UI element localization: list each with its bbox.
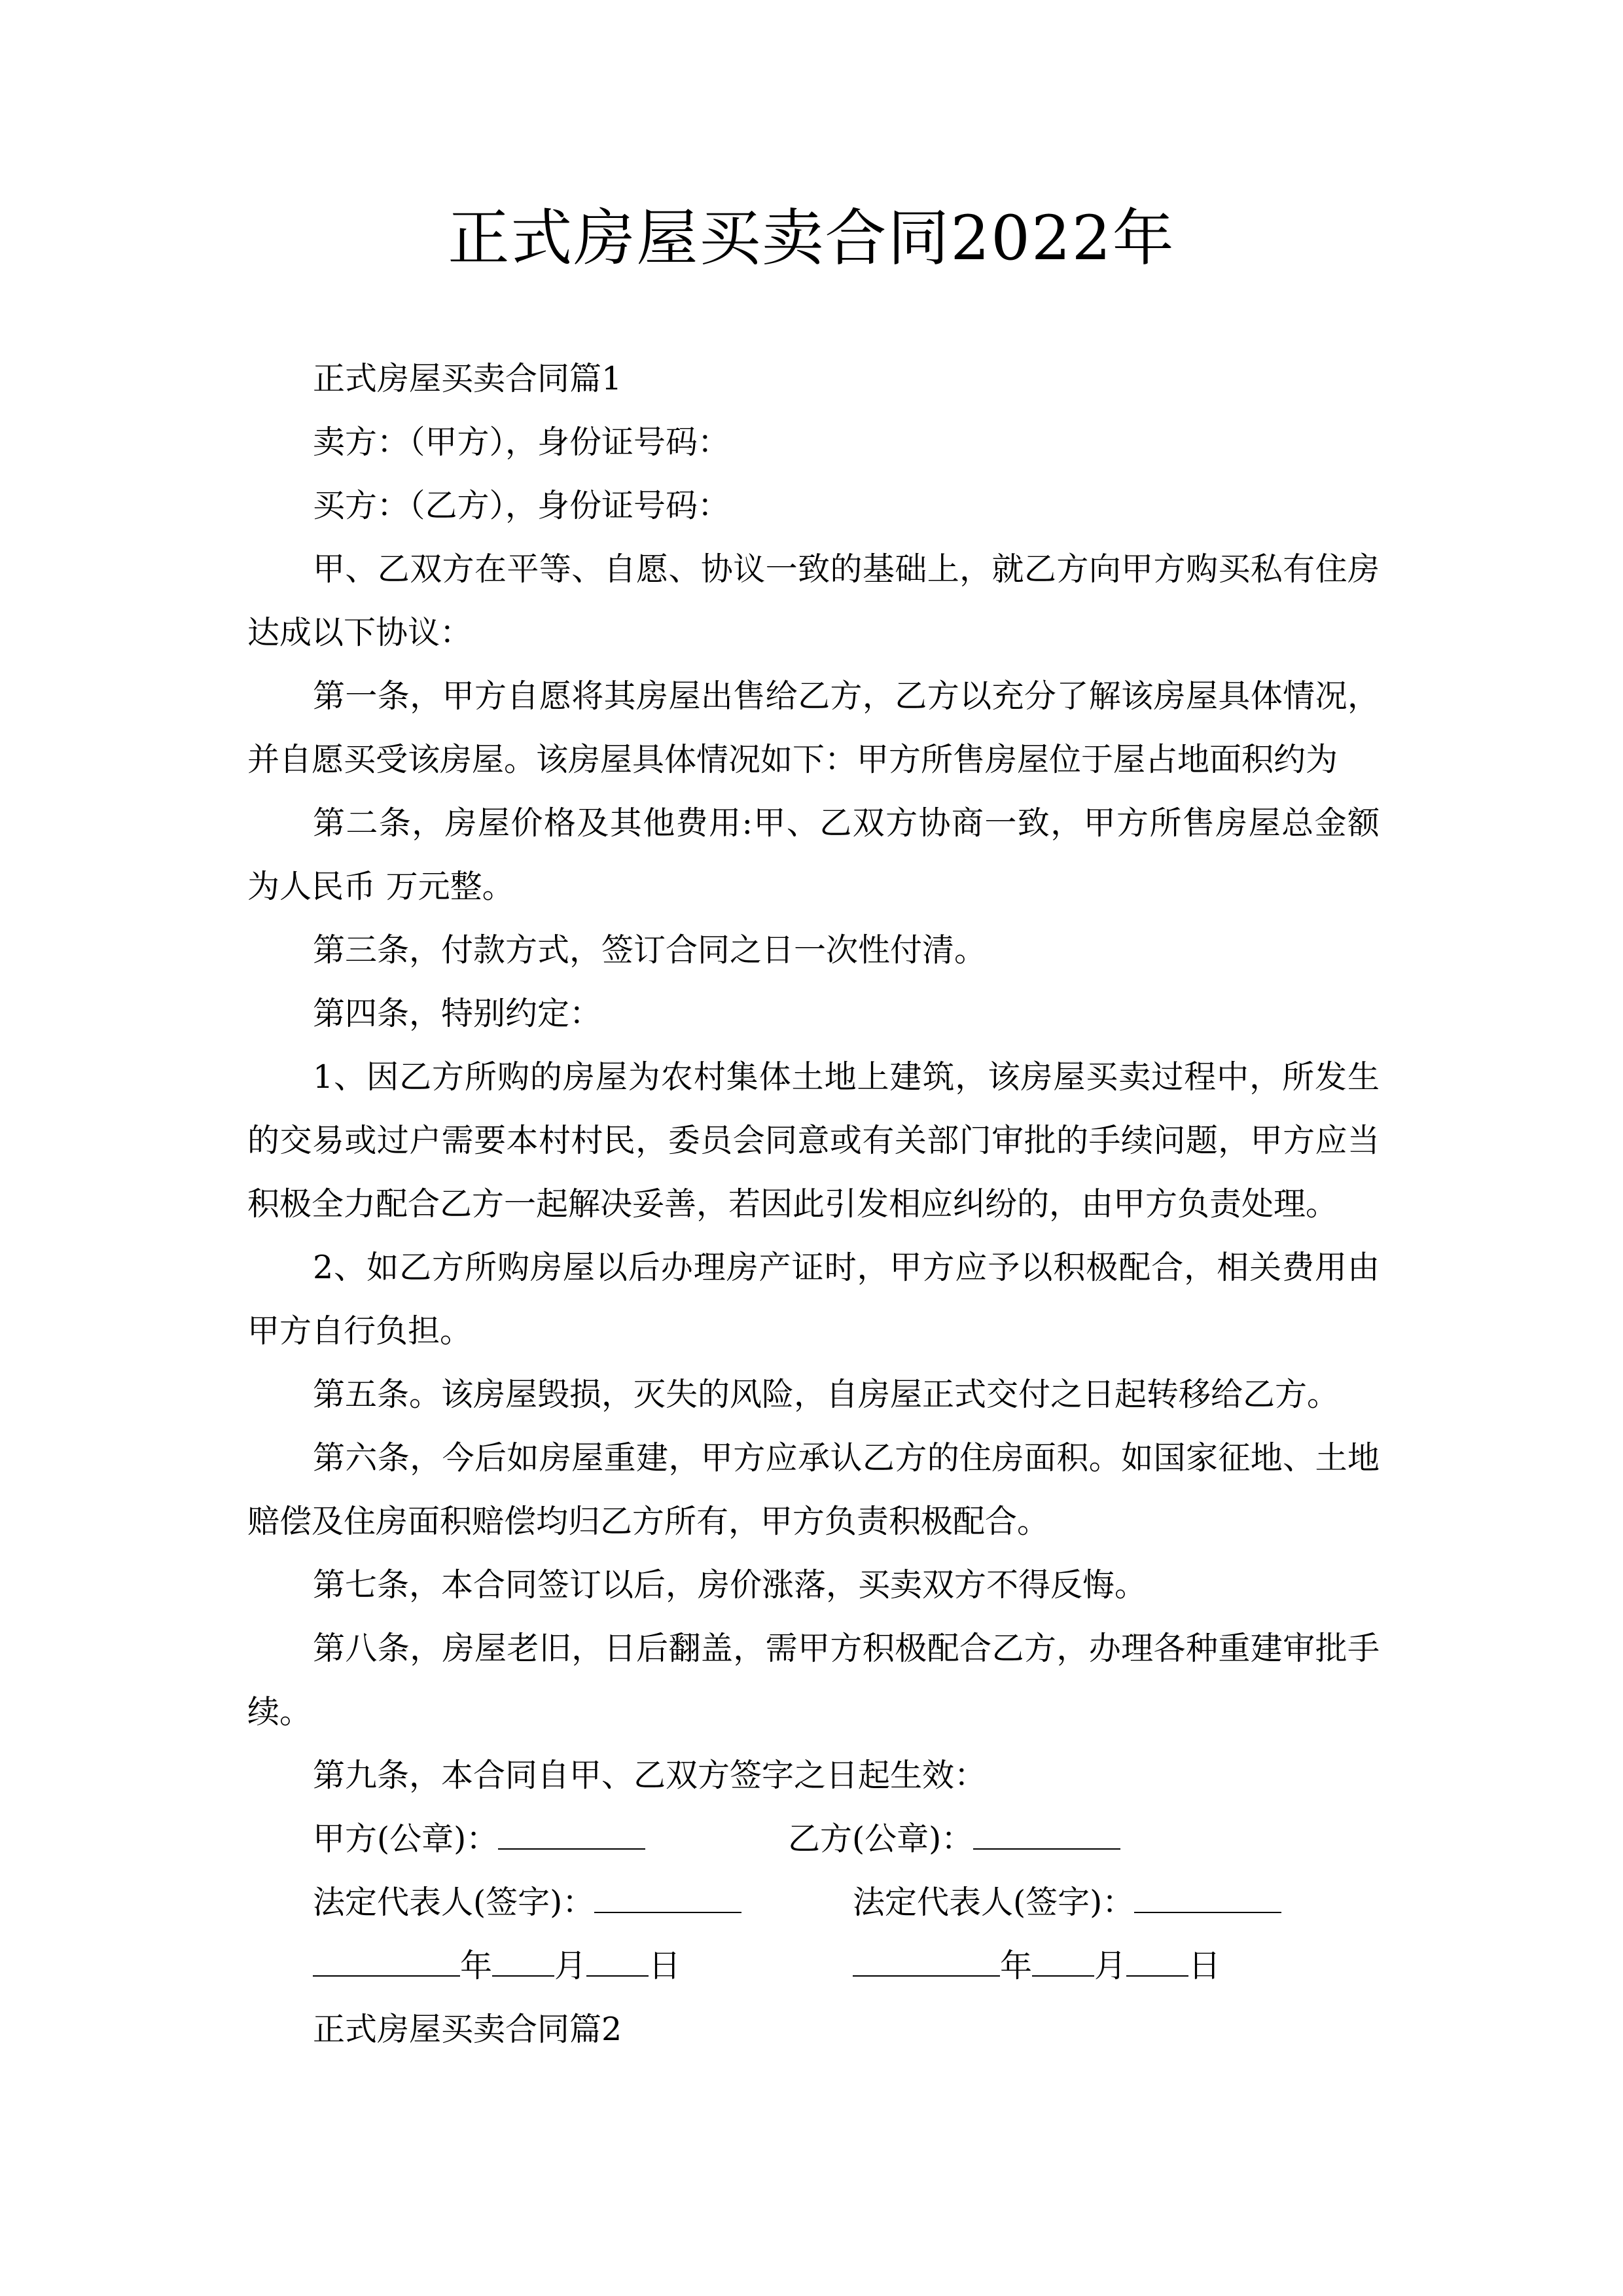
article-4-clause-2: 2、如乙方所购房屋以后办理房产证时，甲方应予以积极配合，相关费用由甲方自行负担。: [247, 1249, 1380, 1350]
date-b-year-label: 年: [1000, 1947, 1033, 1984]
date-a: [313, 1934, 681, 1998]
date-a-year-label: 年: [460, 1947, 493, 1984]
article-4-clause-1: 1、因乙方所购的房屋为农村集体土地上建筑，该房屋买卖过程中，所发生的交易或过户需要本村村民，委员会同意或有关部门审批的手续问题，甲方应当积极全力配合乙方一起解决妥善，若因此引发相应纠纷的，由甲方负责处理。: [247, 1058, 1380, 1223]
date-b-month-blank[interactable]: [1032, 1949, 1094, 1977]
date-a-day-label: 日: [649, 1947, 681, 1984]
date-row: [247, 1934, 1380, 1998]
party-a-seal: [313, 1807, 645, 1871]
article-5: 第五条。该房屋毁损，灭失的风险，自房屋正式交付之日起转移给乙方。: [313, 1376, 1340, 1413]
seal-row: [247, 1807, 1380, 1871]
rep-b-label: 法定代表人(签字)：: [853, 1884, 1135, 1921]
date-a-day-blank[interactable]: [586, 1949, 649, 1977]
article-3: 第三条，付款方式，签订合同之日一次性付清。: [313, 931, 987, 969]
article-2: 第二条，房屋价格及其他费用:甲、乙双方协商一致，甲方所售房屋总金额为人民币 万元整。: [247, 804, 1380, 905]
date-a-year-blank[interactable]: [313, 1949, 460, 1977]
article-7: 第七条，本合同签订以后，房价涨落，买卖双方不得反悔。: [313, 1566, 1147, 1604]
article-8: 第八条，房屋老旧，日后翻盖，需甲方积极配合乙方，办理各种重建审批手续。: [247, 1630, 1380, 1731]
article-6: 第六条，今后如房屋重建，甲方应承认乙方的住房面积。如国家征地、土地赔偿及住房面积赔偿均归乙方所有，甲方负责积极配合。: [247, 1439, 1380, 1540]
article-1: 第一条，甲方自愿将其房屋出售给乙方，乙方以充分了解该房屋具体情况，并自愿买受该房屋。该房屋具体情况如下：甲方所售房屋位于屋占地面积约为: [247, 677, 1380, 778]
article-9: 第九条，本合同自甲、乙双方签字之日起生效：: [313, 1757, 987, 1794]
date-b: [853, 1934, 1221, 1998]
seller-line: 卖方：（甲方），身份证号码：: [313, 423, 730, 461]
rep-a-blank[interactable]: [594, 1886, 741, 1913]
section-heading-1: 正式房屋买卖合同篇1: [313, 360, 622, 397]
rep-b-blank[interactable]: [1134, 1886, 1281, 1913]
date-a-month-blank[interactable]: [492, 1949, 554, 1977]
rep-a-label: 法定代表人(签字)：: [313, 1884, 595, 1921]
party-a-seal-blank[interactable]: [498, 1822, 645, 1850]
date-b-month-label: 月: [1094, 1947, 1127, 1984]
rep-b: [853, 1871, 1281, 1934]
party-a-seal-label: 甲方(公章)：: [313, 1820, 499, 1857]
section-heading-2: 正式房屋买卖合同篇2: [313, 2011, 622, 2048]
date-b-year-blank[interactable]: [853, 1949, 1000, 1977]
representative-row: [247, 1871, 1380, 1934]
date-b-day-label: 日: [1188, 1947, 1221, 1984]
date-a-month-label: 月: [554, 1947, 587, 1984]
buyer-line: 买方：（乙方），身份证号码：: [313, 487, 730, 524]
party-b-seal-blank[interactable]: [973, 1822, 1120, 1850]
party-b-seal-label: 乙方(公章)：: [788, 1820, 974, 1857]
document-title: 正式房屋买卖合同2022年: [448, 203, 1175, 274]
party-b-seal: [788, 1807, 1120, 1871]
article-4: 第四条，特别约定：: [313, 995, 602, 1032]
document-body: [247, 347, 1380, 2061]
preamble-paragraph: 甲、乙双方在平等、自愿、协议一致的基础上，就乙方向甲方购买私有住房达成以下协议：: [247, 550, 1380, 651]
date-b-day-blank[interactable]: [1126, 1949, 1188, 1977]
rep-a: [313, 1871, 741, 1934]
